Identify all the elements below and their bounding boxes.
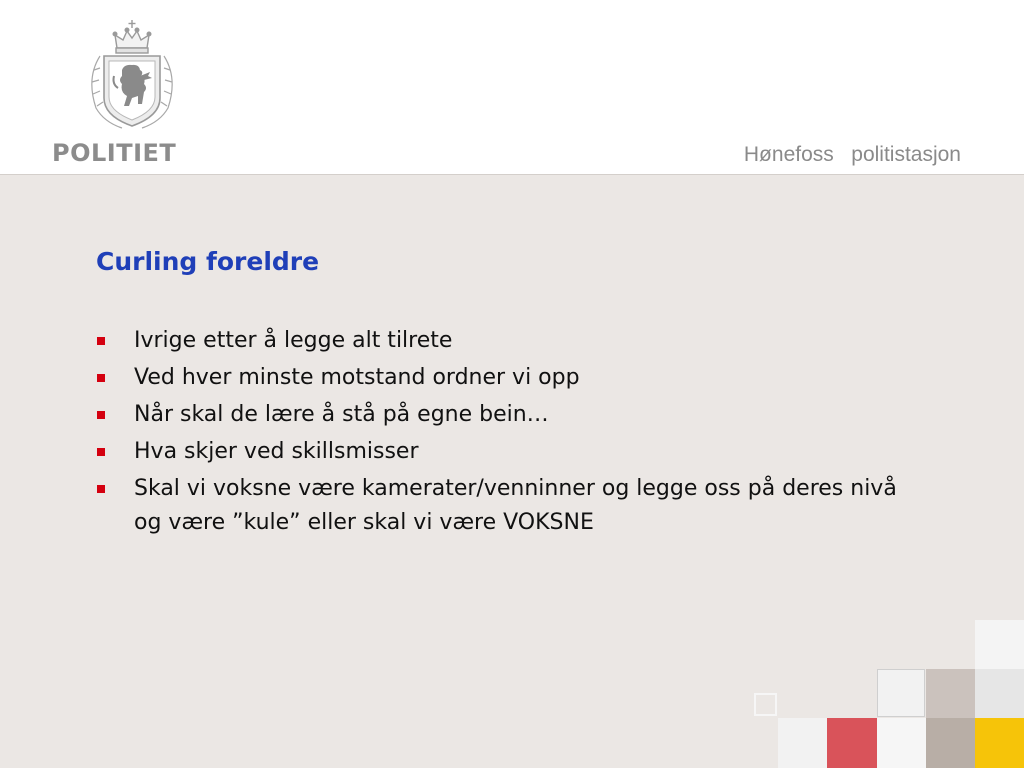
bullet-square-icon <box>97 485 105 493</box>
bullet-text: Når skal de lære å stå på egne bein… <box>134 402 549 427</box>
bullet-item <box>96 398 916 432</box>
bullet-item <box>96 472 916 540</box>
bullet-square-icon <box>97 337 105 345</box>
bullet-list <box>96 324 916 543</box>
bullet-item <box>96 324 916 358</box>
bullet-square-icon <box>97 411 105 419</box>
brand-wordmark: POLITIET <box>52 139 177 167</box>
bullet-square-icon <box>97 448 105 456</box>
police-crest-icon <box>82 18 182 130</box>
bullet-item <box>96 435 916 469</box>
bullet-text: Ved hver minste motstand ordner vi opp <box>134 365 580 390</box>
bullet-text: Ivrige etter å legge alt tilrete <box>134 328 453 353</box>
station-name: Hønefoss politistasjon <box>743 143 961 166</box>
slide-title: Curling foreldre <box>96 247 320 276</box>
bullet-item <box>96 361 916 395</box>
bullet-text: Skal vi voksne være kamerater/venninner og legge oss på deres nivå og være ”kule” eller skal vi være VOKSNE <box>134 476 897 535</box>
bullet-text: Hva skjer ved skillsmisser <box>134 439 419 464</box>
bullet-square-icon <box>97 374 105 382</box>
